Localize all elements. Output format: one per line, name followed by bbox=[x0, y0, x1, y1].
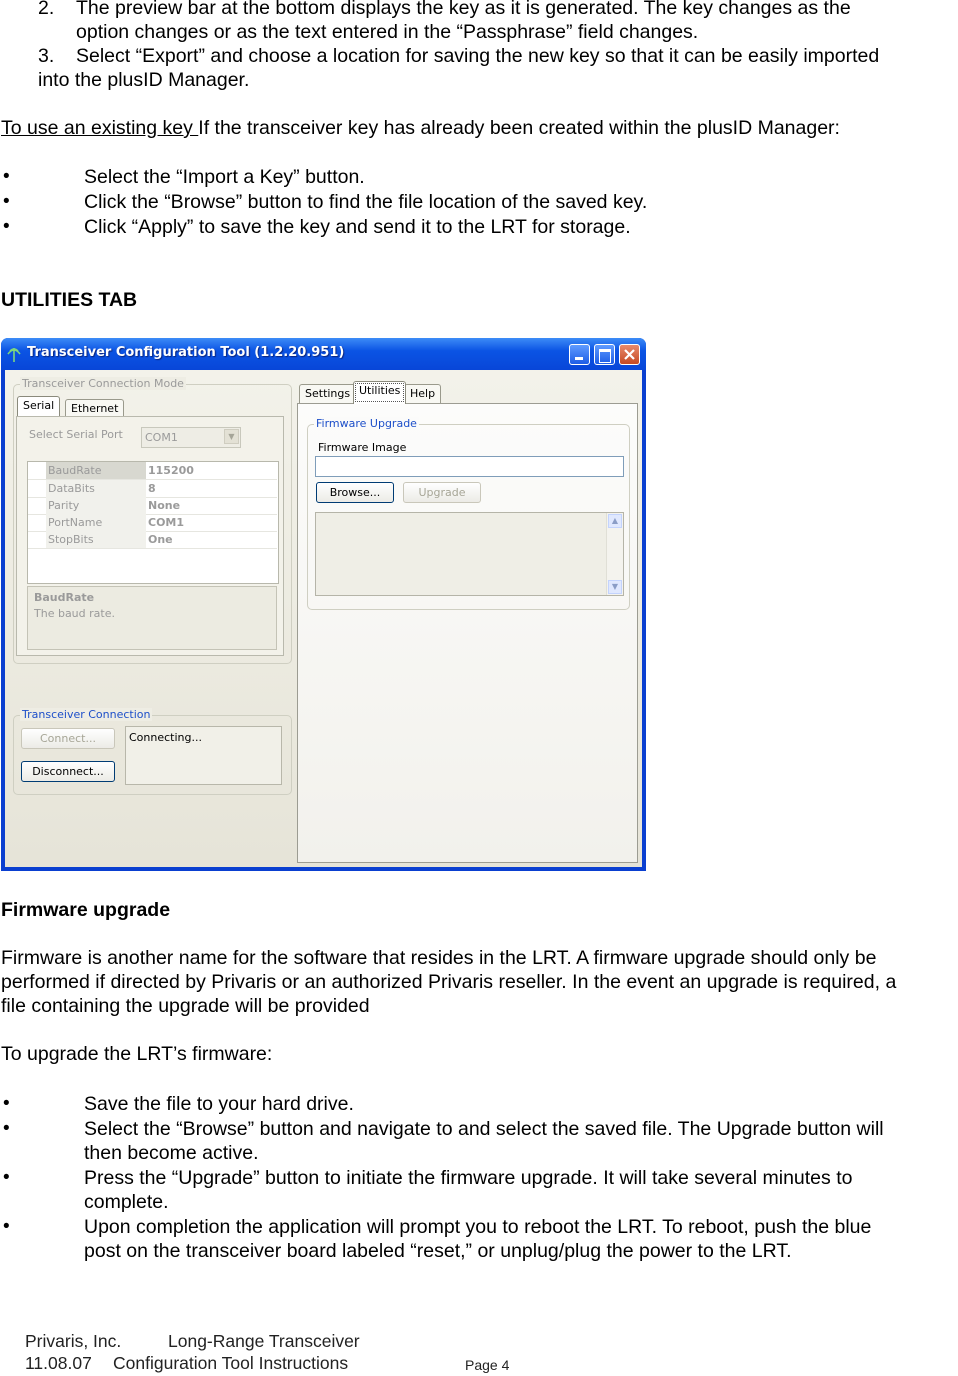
tab-serial[interactable]: Serial bbox=[17, 396, 60, 416]
help-description: The baud rate. bbox=[34, 607, 115, 620]
upgrade-bullet: Save the file to your hard drive. bbox=[84, 1093, 354, 1115]
existing-key-bullet: Click “Apply” to save the key and send it to the LRT for storage. bbox=[84, 216, 631, 238]
window-title: Transceiver Configuration Tool (1.2.20.951) bbox=[27, 345, 345, 360]
step-3-text: Select “Export” and choose a location for saving the new key so that it can be easily imported bbox=[76, 45, 880, 67]
bullet-icon: • bbox=[3, 1093, 10, 1114]
step-3-number: 3. bbox=[38, 45, 55, 67]
upgrade-bullet-cont: post on the transceiver board labeled “reset,” or unplug/plug the power to the LRT. bbox=[84, 1240, 792, 1262]
existing-key-rest: If the transceiver key has already been created within the plusID Manager: bbox=[198, 117, 840, 139]
bullet-icon: • bbox=[3, 166, 10, 187]
scroll-up-icon[interactable]: ▲ bbox=[608, 514, 622, 528]
firmware-image-label: Firmware Image bbox=[318, 441, 407, 454]
property-value: 8 bbox=[148, 482, 156, 495]
footer-doc: Configuration Tool Instructions bbox=[113, 1353, 349, 1373]
property-grid bbox=[27, 461, 279, 584]
property-row[interactable] bbox=[28, 514, 277, 532]
config-tool-window bbox=[1, 338, 646, 871]
serial-port-combo[interactable] bbox=[141, 427, 241, 448]
property-key: Parity bbox=[46, 497, 146, 514]
footer-page: Page 4 bbox=[465, 1357, 510, 1373]
property-help-box bbox=[27, 586, 277, 650]
footer-company: Privaris, Inc. bbox=[25, 1331, 122, 1351]
chevron-down-icon: ▼ bbox=[224, 429, 239, 444]
close-button[interactable] bbox=[619, 344, 640, 365]
utilities-heading: UTILITIES TAB bbox=[1, 289, 138, 311]
connect-button[interactable]: Connect... bbox=[21, 728, 115, 749]
upgrade-intro: To upgrade the LRT’s firmware: bbox=[1, 1043, 273, 1065]
close-icon bbox=[623, 348, 636, 361]
bullet-icon: • bbox=[3, 1216, 10, 1237]
property-key: DataBits bbox=[46, 480, 146, 497]
property-value: One bbox=[148, 533, 173, 546]
tab-utilities[interactable]: Utilities bbox=[353, 381, 406, 404]
existing-key-paragraph bbox=[1, 116, 840, 140]
step-2-text-cont: option changes or as the text entered in the “Passphrase” field changes. bbox=[76, 21, 699, 43]
step-2-number: 2. bbox=[38, 0, 55, 19]
upgrade-button[interactable]: Upgrade bbox=[403, 482, 481, 503]
property-value: COM1 bbox=[148, 516, 185, 529]
property-row[interactable] bbox=[28, 531, 277, 549]
bullet-icon: • bbox=[3, 1118, 10, 1139]
maximize-icon bbox=[599, 349, 611, 363]
upgrade-bullet-cont: complete. bbox=[84, 1191, 169, 1213]
upgrade-bullet: Upon completion the application will prompt you to reboot the LRT. To reboot, push the blue bbox=[84, 1216, 872, 1238]
property-key: StopBits bbox=[46, 531, 146, 548]
minimize-button[interactable] bbox=[569, 344, 590, 365]
firmware-heading: Firmware upgrade bbox=[1, 899, 171, 921]
scroll-down-icon[interactable]: ▼ bbox=[608, 580, 622, 594]
log-scrollbar[interactable] bbox=[606, 513, 623, 595]
property-value: None bbox=[148, 499, 181, 512]
firmware-paragraph-line: performed if directed by Privaris or an authorized Privaris reseller. In the event an upgrade is required, a bbox=[1, 971, 897, 993]
firmware-log-textarea[interactable] bbox=[315, 512, 624, 596]
connection-status-box bbox=[125, 726, 282, 785]
tab-ethernet[interactable]: Ethernet bbox=[65, 399, 124, 417]
firmware-upgrade-label: Firmware Upgrade bbox=[316, 417, 417, 430]
footer-date: 11.08.07 bbox=[25, 1353, 92, 1373]
footer-product: Long-Range Transceiver bbox=[168, 1331, 360, 1351]
step-2-text: The preview bar at the bottom displays the key as it is generated. The key changes as the bbox=[76, 0, 851, 19]
bullet-icon: • bbox=[3, 216, 10, 237]
property-row[interactable] bbox=[28, 497, 277, 515]
step-3-text-cont: into the plusID Manager. bbox=[38, 69, 250, 91]
firmware-paragraph-line: Firmware is another name for the software that resides in the LRT. A firmware upgrade should only be bbox=[1, 947, 877, 969]
firmware-paragraph-line: file containing the upgrade will be provided bbox=[1, 995, 370, 1017]
tab-settings[interactable]: Settings bbox=[299, 384, 356, 404]
connection-label: Transceiver Connection bbox=[22, 708, 151, 721]
tab-help[interactable]: Help bbox=[404, 384, 441, 404]
minimize-icon bbox=[575, 357, 583, 360]
utilities-panel bbox=[297, 403, 638, 863]
antenna-icon bbox=[7, 346, 21, 362]
connection-status: Connecting... bbox=[129, 731, 202, 744]
bullet-icon: • bbox=[3, 191, 10, 212]
property-row[interactable] bbox=[28, 480, 277, 498]
existing-key-bullet: Click the “Browse” button to find the file location of the saved key. bbox=[84, 191, 648, 213]
help-title: BaudRate bbox=[34, 591, 95, 604]
window-client-area bbox=[5, 370, 642, 867]
upgrade-bullet-cont: then become active. bbox=[84, 1142, 259, 1164]
property-key: BaudRate bbox=[46, 462, 146, 479]
upgrade-bullet: Select the “Browse” button and navigate to and select the saved file. The Upgrade button will bbox=[84, 1118, 884, 1140]
upgrade-bullet: Press the “Upgrade” button to initiate the firmware upgrade. It will take several minutes to bbox=[84, 1167, 853, 1189]
disconnect-button[interactable]: Disconnect... bbox=[21, 761, 115, 782]
existing-key-link: To use an existing key bbox=[1, 117, 199, 139]
maximize-button[interactable] bbox=[594, 344, 615, 365]
firmware-image-input[interactable] bbox=[315, 456, 624, 477]
bullet-icon: • bbox=[3, 1167, 10, 1188]
connection-mode-label: Transceiver Connection Mode bbox=[22, 377, 184, 390]
property-key: PortName bbox=[46, 514, 146, 531]
serial-port-value: COM1 bbox=[145, 431, 178, 444]
existing-key-bullet: Select the “Import a Key” button. bbox=[84, 166, 365, 188]
title-bar bbox=[1, 338, 646, 370]
property-value: 115200 bbox=[148, 464, 194, 477]
browse-button[interactable]: Browse... bbox=[316, 482, 394, 503]
property-row[interactable] bbox=[28, 462, 277, 480]
select-port-label: Select Serial Port bbox=[29, 428, 123, 441]
